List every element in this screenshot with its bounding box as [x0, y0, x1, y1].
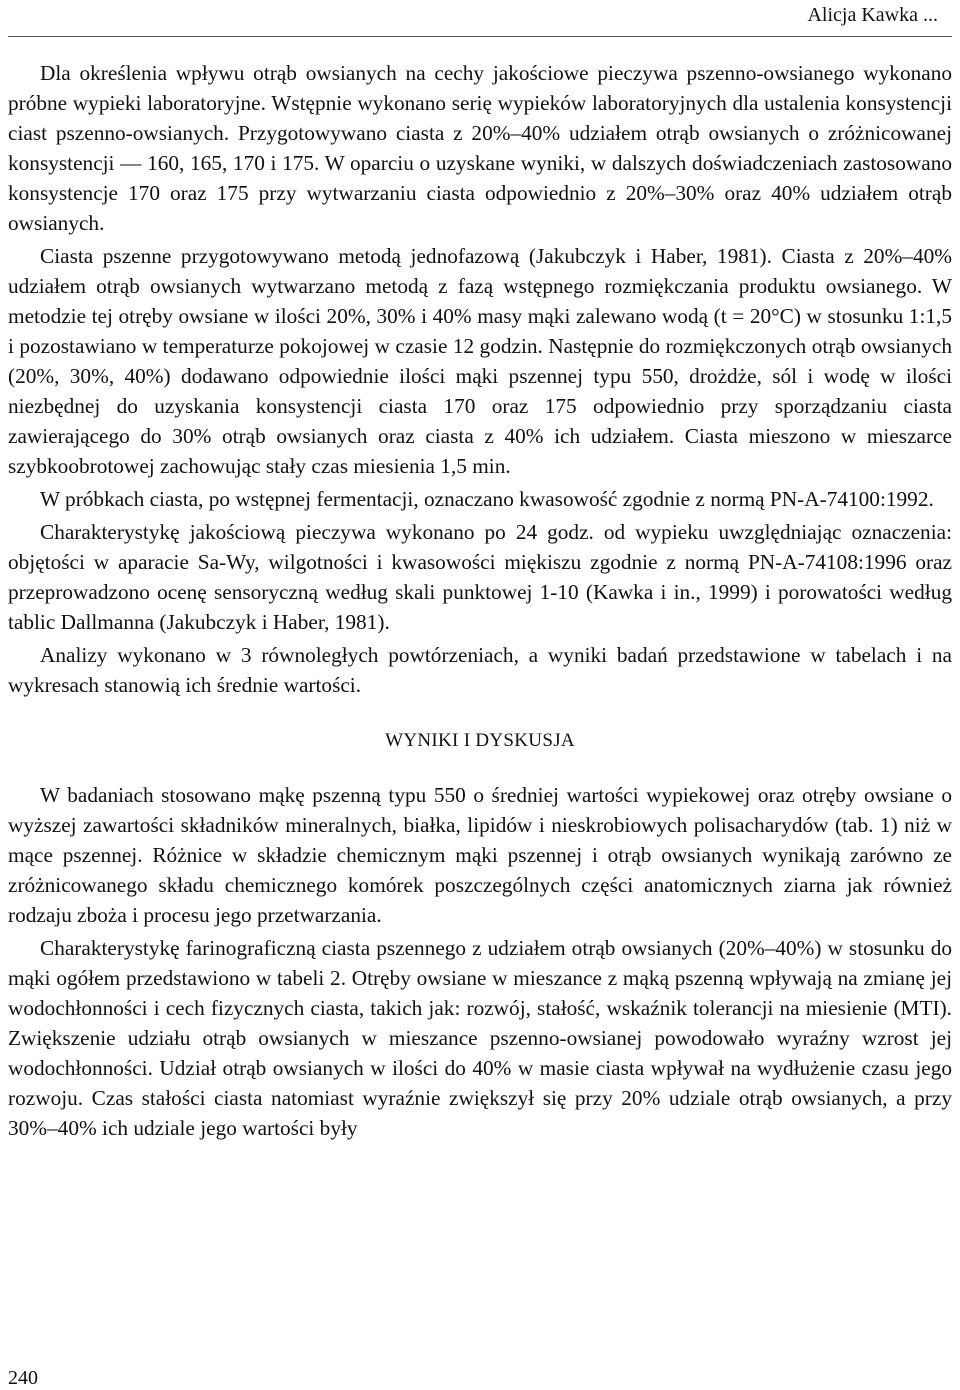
- paragraph-results-2: Charakterystykę farinograficzną ciasta pszennego z udziałem otrąb owsianych (20%–40%) w stosunku do mąki ogółem przedstawiono w tabeli 2. Otręby owsiane w mieszance z mąką pszenną wpływają na zmianę jej wodochłonności i cech fizycznych ciasta, takich jak: rozwój, stałość, wskaźnik tolerancji na miesienie (MTI). Zwiększenie udziału otrąb owsianych w mieszance pszenno-owsianej powodowało wyraźny wzrost jej wodochłonności. Udział otrąb owsianych w ilości do 40% w masie ciasta wpływał na wydłużenie czasu jego rozwoju. Czas stałości ciasta natomiast wyraźnie zwiększył się przy 20% udziale otrąb owsianych, a przy 30%–40% ich udziale jego wartości były: [8, 936, 952, 1140]
- page-number: 240: [8, 1367, 38, 1389]
- paragraph-methods-2: Ciasta pszenne przygotowywano metodą jednofazową (Jakubczyk i Haber, 1981). Ciasta z 20%–40% udziałem otrąb owsianych wytwarzano metodą z fazą wstępnego rozmiękczania produktu owsianego. W metodzie tej otręby owsiane w ilości 20%, 30% i 40% masy mąki zalewano wodą (t = 20°C) w stosunku 1:1,5 i pozostawiano w temperaturze pokojowej w czasie 12 godzin. Następnie do rozmiękczonych otrąb owsianych (20%, 30%, 40%) dodawano odpowiednie ilości mąki pszennej typu 550, drożdże, sól i wodę w ilości niezbędnej do uzyskania konsystencji ciasta 170 oraz 175 odpowiednio przy sporządzaniu ciasta zawierającego do 30% otrąb owsianych oraz ciasta z 40% ich udziałem. Ciasta mieszono w mieszarce szybkoobrotowej zachowując stały czas miesienia 1,5 min.: [8, 244, 952, 478]
- paragraph-methods-5: Analizy wykonano w 3 równoległych powtórzeniach, a wyniki badań przedstawione w tabelach i na wykresach stanowią ich średnie wartości.: [8, 643, 952, 697]
- section-title: WYNIKI I DYSKUSJA: [385, 730, 575, 751]
- running-header: Alicja Kawka ...: [807, 4, 938, 26]
- header-rule: [8, 36, 952, 37]
- paragraph-methods-1: Dla określenia wpływu otrąb owsianych na cechy jakościowe pieczywa pszenno-owsianego wykonano próbne wypieki laboratoryjne. Wstępnie wykonano serię wypieków laboratoryjnych dla ustalenia konsystencji ciast pszenno-owsianych. Przygotowywano ciasta z 20%–40% udziałem otrąb owsianych o zróżnicowanej konsystencji — 160, 165, 170 i 175. W oparciu o uzyskane wyniki, w dalszych doświadczeniach zastosowano konsystencje 170 oraz 175 przy wytwarzaniu ciasta odpowiednio z 20%–30% oraz 40% udziałem otrąb owsianych.: [8, 61, 952, 235]
- paragraph-results-1: W badaniach stosowano mąkę pszenną typu 550 o średniej wartości wypiekowej oraz otręby owsiane o wyższej zawartości składników mineralnych, białka, lipidów i nieskrobiowych polisacharydów (tab. 1) niż w mące pszennej. Różnice w składzie chemicznym mąki pszennej i otrąb owsianych wynikają zarówno ze zróżnicowanego składu chemicznego komórek poszczególnych części anatomicznych ziarna jak również rodzaju zboża i procesu jego przetwarzania.: [8, 783, 952, 927]
- paragraph-methods-3: W próbkach ciasta, po wstępnej fermentacji, oznaczano kwasowość zgodnie z normą PN-A-74100:1992.: [40, 487, 934, 511]
- page-body: [8, 58, 952, 1146]
- paragraph-methods-4: Charakterystykę jakościową pieczywa wykonano po 24 godz. od wypieku uwzględniając oznaczenia: objętości w aparacie Sa-Wy, wilgotności i kwasowości miękiszu zgodnie z normą PN-A-74108:1996 oraz przeprowadzono ocenę sensoryczną według skali punktowej 1-10 (Kawka i in., 1999) i porowatości według tablic Dallmanna (Jakubczyk i Haber, 1981).: [8, 520, 952, 634]
